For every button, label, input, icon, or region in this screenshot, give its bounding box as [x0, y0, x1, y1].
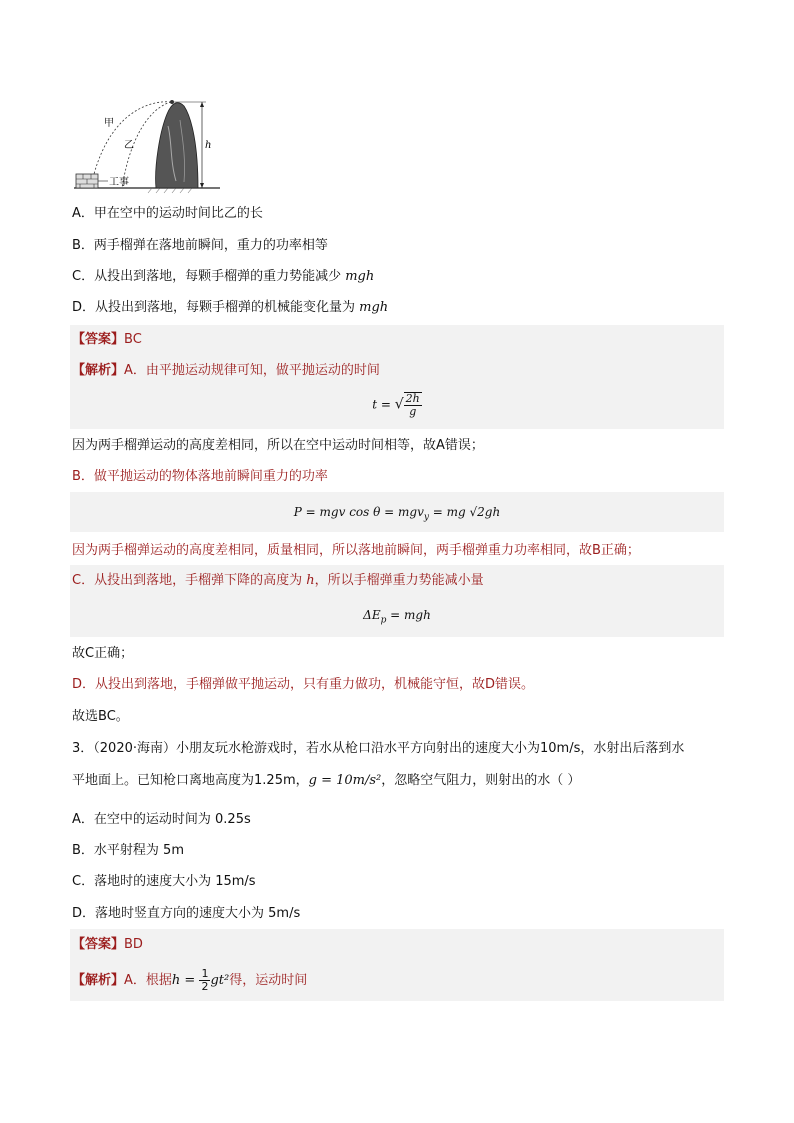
q2-option-c: C．从投出到落地，每颗手榴弹的重力势能减少 mgh: [72, 269, 375, 284]
formula-time: t = √ $\frac{2h}{g}$: [372, 392, 420, 418]
q2-option-b: B．两手榴弹在落地前瞬间，重力的功率相等: [72, 238, 328, 253]
fraction: $\frac{2h}{g}$: [405, 392, 420, 418]
fraction-half: $\frac{1}{2}$: [201, 967, 209, 993]
q2-choose: 故选BC。: [72, 709, 129, 724]
q2-option-d: D．从投出到落地，每颗手榴弹的机械能变化量为 mgh: [72, 300, 389, 315]
formula-potential: $\Delta E_p$ = mgh: [363, 608, 431, 626]
q2-answer: 【答案】BC: [72, 332, 142, 347]
ground-hatching: [148, 188, 192, 193]
arrow-up-icon: [200, 102, 204, 107]
q3-option-b: B．水平射程为 5m: [72, 843, 184, 858]
q2-c-intro: C．从投出到落地，手榴弹下降的高度为 h，所以手榴弹重力势能减小量: [72, 573, 484, 588]
q2-b-intro: B．做平抛运动的物体落地前瞬间重力的功率: [72, 469, 328, 484]
formula-power: P = mgv cos θ = mgv$_y$ = mg √2gh: [293, 505, 501, 523]
label-h: h: [205, 140, 212, 151]
arrow-down-icon: [200, 183, 204, 188]
q2-c-conclusion: 故C正确；: [72, 646, 134, 661]
q3-stem-line2: 平地面上。已知枪口离地高度为1.25m，g = 10m/s²，忽略空气阻力，则射出的水（ ）: [72, 773, 581, 788]
q2-a-conclusion: 因为两手榴弹运动的高度差相同，所以在空中运动时间相等，故A错误；: [72, 438, 484, 453]
q2-d-line: D．从投出到落地，手榴弹做平抛运动，只有重力做功，机械能守恒，故D错误。: [72, 677, 535, 692]
q3-option-c: C．落地时的速度大小为 15m/s: [72, 874, 256, 889]
q3-answer: 【答案】BD: [72, 937, 143, 952]
q2-analysis-a: 【解析】A．由平抛运动规律可知，做平抛运动的时间: [72, 363, 380, 378]
q3-analysis-a: 【解析】A．根据h = $\frac{1}{2}$ gt²得，运动时间: [72, 967, 308, 993]
label-yi: 乙: [124, 140, 134, 151]
q2-option-a: A．甲在空中的运动时间比乙的长: [72, 206, 263, 221]
q2-b-conclusion: 因为两手榴弹运动的高度差相同，质量相同，所以落地前瞬间，两手榴弹重力功率相同，故B正确；: [72, 543, 640, 558]
label-gongshi: 工事: [109, 177, 129, 188]
label-jia: 甲: [104, 118, 114, 129]
q3-option-d: D．落地时竖直方向的速度大小为 5m/s: [72, 906, 301, 921]
bunker-icon: [76, 174, 98, 188]
q3-stem-line1: 3．（2020·海南）小朋友玩水枪游戏时，若水从枪口沿水平方向射出的速度大小为10m/s，水射出后落到水: [72, 741, 685, 756]
sqrt-sign: √: [394, 396, 404, 413]
grenade-trajectory-figure: [72, 96, 222, 196]
rock-cliff: [156, 103, 198, 188]
q3-option-a: A．在空中的运动时间为 0.25s: [72, 812, 251, 827]
